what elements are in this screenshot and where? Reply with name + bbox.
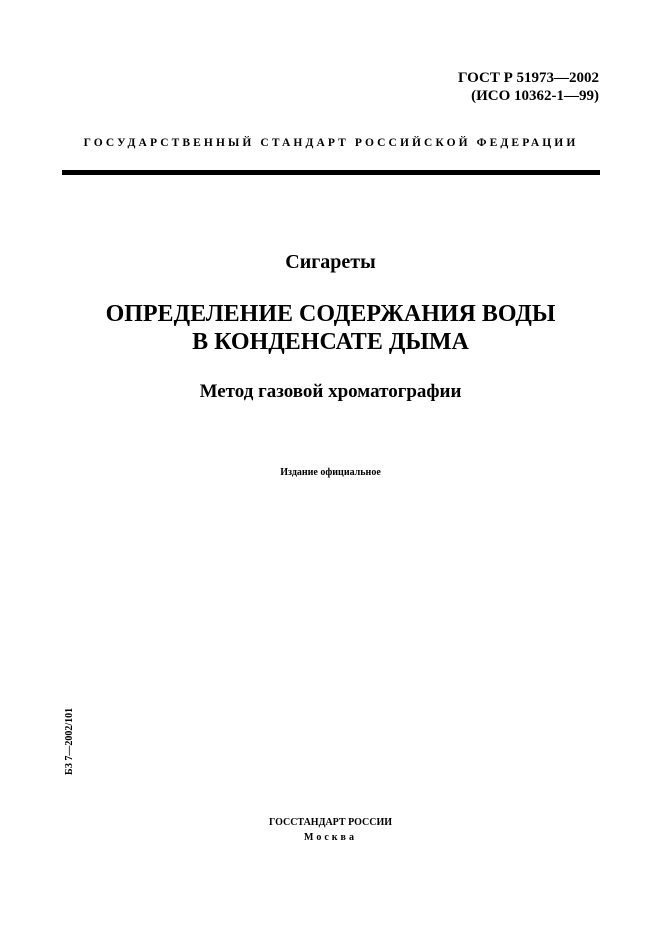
header-divider — [62, 170, 600, 175]
method-title: Метод газовой хроматографии — [199, 381, 462, 402]
publisher-city: Москва — [304, 832, 357, 843]
document-title: Сигареты — [285, 251, 376, 273]
subtitle-line-2: В КОНДЕНСАТЕ ДЫМА — [192, 329, 469, 355]
edition-note: Издание официальное — [280, 467, 381, 478]
state-standard-heading: ГОСУДАРСТВЕННЫЙ СТАНДАРТ РОССИЙСКОЙ ФЕДЕРАЦИИ — [83, 137, 579, 149]
standard-number: ГОСТ Р 51973—2002 — [457, 70, 599, 86]
document-subtitle — [0, 300, 661, 356]
iso-equivalent: (ИСО 10362-1—99) — [471, 88, 599, 104]
subtitle-line-1: ОПРЕДЕЛЕНИЕ СОДЕРЖАНИЯ ВОДЫ — [105, 301, 556, 327]
publisher-block — [0, 815, 661, 845]
publisher-name: ГОССТАНДАРТ РОССИИ — [268, 817, 393, 828]
side-code: БЗ 7—2002/101 — [64, 707, 75, 775]
standard-designation — [458, 69, 599, 105]
